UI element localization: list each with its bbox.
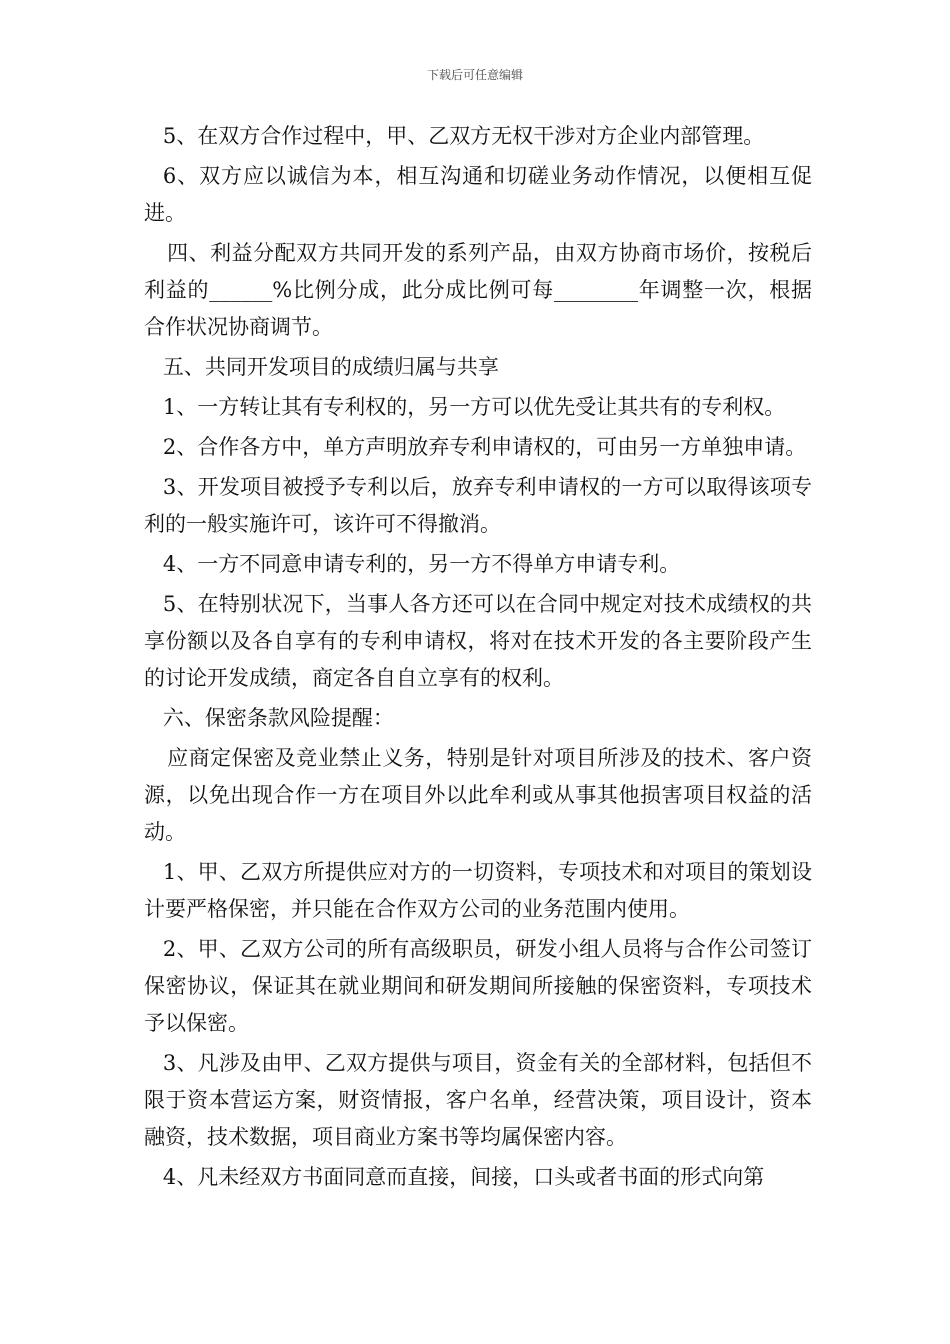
paragraph: 4、凡未经双方书面同意而直接，间接，口头或者书面的形式向第 bbox=[162, 1165, 765, 1189]
paragraph: 四、利益分配双方共同开发的系列产品，由双方协商市场价，按税后利益的______%比例分成，此分成比例可每________年调整一次，根据合作状况协商调节。 bbox=[144, 241, 812, 339]
page-header: 下载后可任意编辑 bbox=[426, 68, 523, 82]
paragraph: 1、一方转让其有专利权的，另一方可以优先受让其共有的专利权。 bbox=[162, 395, 786, 419]
paragraph: 3、开发项目被授予专利以后，放弃专利申请权的一方可以取得该项专利的一般实施许可，该许可不得撤消。 bbox=[144, 475, 812, 536]
paragraph: 六、保密条款风险提醒： bbox=[162, 706, 394, 730]
document-body bbox=[144, 118, 812, 1199]
paragraph: 五、共同开发项目的成绩归属与共享 bbox=[162, 355, 499, 379]
paragraph: 2、甲、乙双方公司的所有高级职员，研发小组人员将与合作公司签订保密协议，保证其在就业期间和研发期间所接触的保密资料，专项技术予以保密。 bbox=[144, 937, 812, 1035]
paragraph: 2、合作各方中，单方声明放弃专利申请权的，可由另一方单独申请。 bbox=[162, 435, 807, 459]
paragraph: 6、双方应以诚信为本，相互沟通和切磋业务动作情况，以便相互促进。 bbox=[144, 164, 812, 225]
paragraph: 5、在特别状况下，当事人各方还可以在合同中规定对技术成绩权的共享份额以及各自享有的专利申请权，将对在技术开发的各主要阶段产生的讨论开发成绩，商定各自自立享有的权利。 bbox=[144, 592, 812, 690]
paragraph: 4、一方不同意申请专利的，另一方不得单方申请专利。 bbox=[162, 552, 681, 576]
paragraph: 应商定保密及竞业禁止义务，特别是针对项目所涉及的技术、客户资源，以免出现合作一方在项目外以此牟利或从事其他损害项目权益的活动。 bbox=[144, 746, 812, 844]
paragraph: 1、甲、乙双方所提供应对方的一切资料，专项技术和对项目的策划设计要严格保密，并只能在合作双方公司的业务范围内使用。 bbox=[144, 860, 812, 921]
paragraph: 5、在双方合作过程中，甲、乙双方无权干涉对方企业内部管理。 bbox=[162, 124, 765, 148]
paragraph: 3、凡涉及由甲、乙双方提供与项目，资金有关的全部材料，包括但不限于资本营运方案，财资情报，客户名单，经营决策，项目设计，资本融资，技术数据，项目商业方案书等均属保密内容。 bbox=[144, 1051, 812, 1149]
